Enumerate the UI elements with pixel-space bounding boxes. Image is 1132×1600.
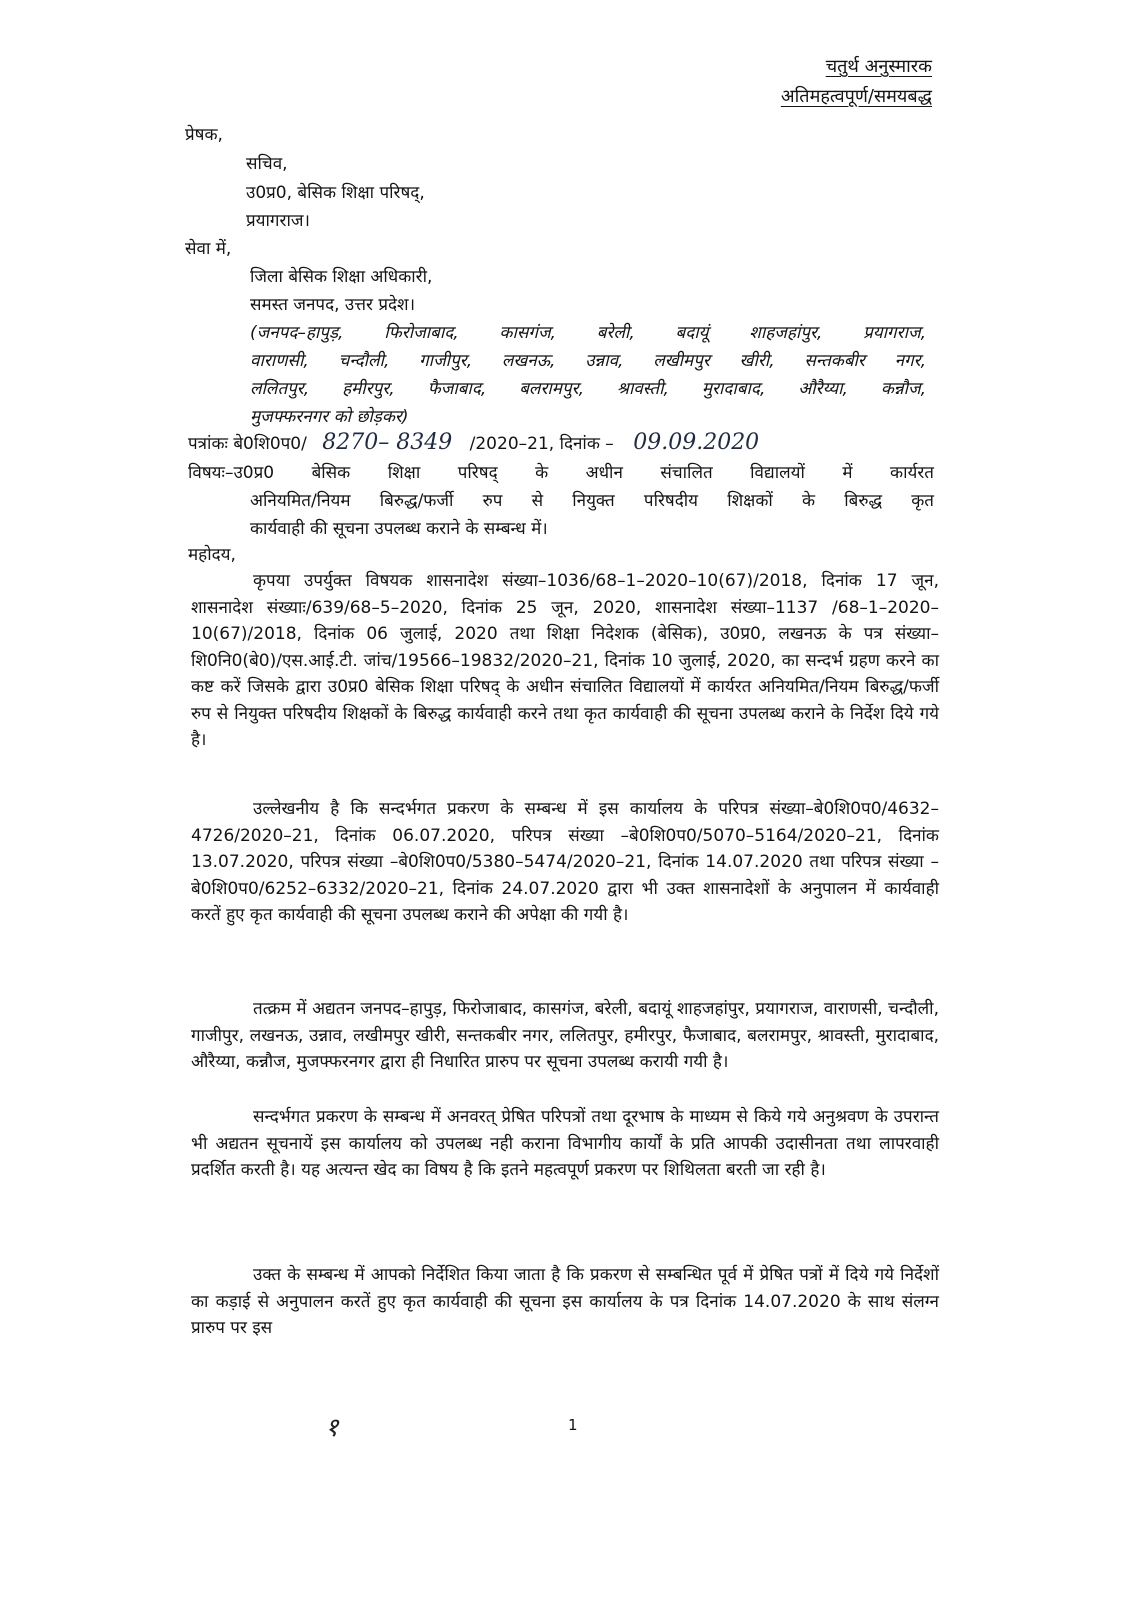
subject-line: विषयः–उ0प्र0 बेसिक शिक्षा परिषद् के अधीन संचालित विद्यालयों में कार्यरत	[188, 463, 934, 483]
sender-designation: सचिव,	[246, 154, 288, 174]
reference-line	[188, 432, 759, 455]
initials-mark: १	[325, 1413, 339, 1443]
salutation: महोदय,	[188, 545, 236, 565]
body-paragraph: उल्लेखनीय है कि सन्दर्भगत प्रकरण के सम्बन्ध में इस कार्यालय के परिपत्र संख्या–बे0शि0प0/4632–4726/2020–21, दिनांक 06.07.2020, परिपत्र संख्या –बे0शि0प0/5070–5164/2020–21, दिनांक 13.07.2020, परिपत्र संख्या –बे0शि0प0/5380–5474/2020–21, दिनांक 14.07.2020 तथा परिपत्र संख्या –बे0शि0प0/6252–6332/2020–21, दिनांक 24.07.2020 द्वारा भी उक्त शासनादेशों के अनुपालन में कार्यवाही करतें हुए कृत कार्यवाही की सूचना उपलब्ध कराने की अपेक्षा की गयी है।	[191, 799, 939, 925]
recipient-designation: जिला बेसिक शिक्षा अधिकारी,	[250, 267, 433, 287]
body-paragraph: उक्त के सम्बन्ध में आपको निर्देशित किया जाता है कि प्रकरण से सम्बन्धित पूर्व में प्रेषित पत्रों में दिये गये निर्देशों का कड़ाई से अनुपालन करतें हुए कृत कार्यवाही की सूचना इस कार्यालय के पत्र दिनांक 14.07.2020 के साथ संलग्न प्रारुप पर इस	[191, 1265, 939, 1338]
subject-line: कार्यवाही की सूचना उपलब्ध कराने के सम्बन्ध में।	[250, 519, 548, 539]
exclusion-line: ललितपुर, हमीरपुर, फैजाबाद, बलरामपुर, श्रावस्ती, मुरादाबाद, औरैय्या, कन्नौज,	[250, 379, 926, 399]
recipient-label: सेवा में,	[185, 239, 232, 259]
reference-date: 09.09.2020	[633, 430, 760, 455]
reminder-label: चतुर्थ अनुस्मारक	[825, 56, 932, 77]
exclusion-line: (जनपद–हापुड़, फिरोजाबाद, कासगंज, बरेली, बदायूं शाहजहांपुर, प्रयागराज,	[250, 323, 926, 343]
recipient-scope: समस्त जनपद, उत्तर प्रदेश।	[250, 295, 416, 315]
sender-label: प्रेषक,	[185, 125, 223, 145]
sender-city: प्रयागराज।	[246, 211, 310, 231]
priority-label: अतिमहत्वपूर्ण/समयबद्ध	[780, 86, 932, 107]
exclusion-line: वाराणसी, चन्दौली, गाजीपुर, लखनऊ, उन्नाव, लखीमपुर खीरी, सन्तकबीर नगर,	[250, 351, 926, 371]
subject-line: अनियमित/नियम बिरुद्ध/फर्जी रुप से नियुक्त परिषदीय शिक्षकों के बिरुद्ध कृत	[250, 491, 934, 511]
reference-number: 8270– 8349	[322, 430, 453, 455]
page-number: 1	[568, 1416, 578, 1434]
reference-year: /2020–21, दिनांक –	[469, 434, 614, 454]
exclusion-line: मुजफ्फरनगर को छोड़कर)	[250, 407, 409, 427]
body-paragraph: सन्दर्भगत प्रकरण के सम्बन्ध में अनवरत् प्रेषित परिपत्रों तथा दूरभाष के माध्यम से किये गये अनुश्रवण के उपरान्त भी अद्यतन सूचनायें इस कार्यालय को उपलब्ध नही कराना विभागीय कार्यों के प्रति आपकी उदासीनता तथा लापरवाही प्रदर्शित करती है। यह अत्यन्त खेद का विषय है कि इतने महत्वपूर्ण प्रकरण पर शिथिलता बरती जा रही है।	[191, 1107, 939, 1180]
body-paragraph: तत्क्रम में अद्यतन जनपद–हापुड़, फिरोजाबाद, कासगंज, बरेली, बदायूं शाहजहांपुर, प्रयागराज, वाराणसी, चन्दौली, गाजीपुर, लखनऊ, उन्नाव, लखीमपुर खीरी, सन्तकबीर नगर, ललितपुर, हमीरपुर, फैजाबाद, बलरामपुर, श्रावस्ती, मुरादाबाद, औरैय्या, कन्नौज, मुजफ्फरनगर द्वारा ही निधारित प्रारुप पर सूचना उपलब्ध करायी गयी है।	[191, 999, 939, 1072]
reference-label: पत्रांकः बे0शि0प0/	[188, 434, 307, 454]
body-paragraph: कृपया उपर्युक्त विषयक शासनादेश संख्या–1036/68–1–2020–10(67)/2018, दिनांक 17 जून, शासनादेश संख्याः/639/68–5–2020, दिनांक 25 जून, 2020, शासनादेश संख्या–1137 /68–1–2020–10(67)/2018, दिनांक 06 जुलाई, 2020 तथा शिक्षा निदेशक (बेसिक), उ0प्र0, लखनऊ के पत्र संख्या–शि0नि0(बे0)/एस.आई.टी. जांच/19566–19832/2020–21, दिनांक 10 जुलाई, 2020, का सन्दर्भ ग्रहण करने का कष्ट करें जिसके द्वारा उ0प्र0 बेसिक शिक्षा परिषद् के अधीन संचालित विद्यालयों में कार्यरत अनियमित/नियम बिरुद्ध/फर्जी रुप से नियुक्त परिषदीय शिक्षकों के बिरुद्ध कार्यवाही करने तथा कृत कार्यवाही की सूचना उपलब्ध कराने के निर्देश दिये गये है।	[191, 571, 939, 750]
sender-office: उ0प्र0, बेसिक शिक्षा परिषद्,	[246, 183, 425, 203]
